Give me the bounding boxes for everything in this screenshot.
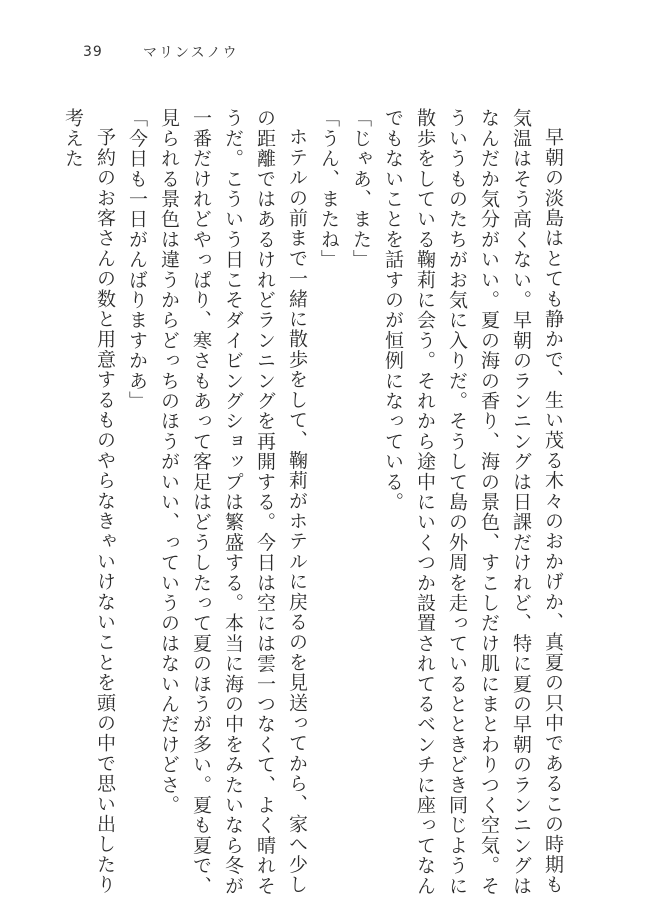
dialogue-line: 「じゃあ、また」 bbox=[350, 108, 372, 270]
page-header bbox=[83, 40, 239, 64]
page-number: 39 bbox=[83, 44, 103, 60]
running-title: マリンスノウ bbox=[143, 45, 239, 61]
dialogue-line: 「うん、またね」 bbox=[318, 108, 340, 270]
vertical-body-text bbox=[57, 108, 569, 898]
paragraph: ホテルの前まで一緒に散歩をして、鞠莉がホテルに戻るのを見送ってから、家へ少しの距離ではあるけれどランニングを再開する。今日は空には雲一つなくて、よく晴れそうだ。こういう日こそダイビングショップは繁盛する。本当に海の中をみたいなら冬が一番だけれどやっぱり、寒さもあって客足はどうしたって夏のほうが多い。夏も夏で、見られる景色は違うからどっちのほうがいい、っていうのはないんだけどさ。 bbox=[158, 108, 308, 896]
paragraph: 早朝の淡島はとても静かで、生い茂る木々のおかげか、真夏の只中であるこの時期も気温はそう高くない。早朝のランニングは日課だけれど、特に夏の早朝のランニングはなんだか気分がいい。夏の海の香り、海の景色、すこしだけ肌にまとわりつく空気。そういうものたちがお気に入りだ。そうして島の外周を走っているとときどき同じように散歩をしている鞠莉に会う。それから途中にいくつか設置されてるベンチに座ってなんでもないことを話すのが恒例になっている。 bbox=[382, 108, 564, 896]
paragraph: 予約のお客さんの数と用意するものやらなきゃいけないことを頭の中で思い出したり考えた bbox=[62, 108, 116, 895]
dialogue-line: 「今日も一日がんばりますかあ」 bbox=[126, 108, 148, 411]
